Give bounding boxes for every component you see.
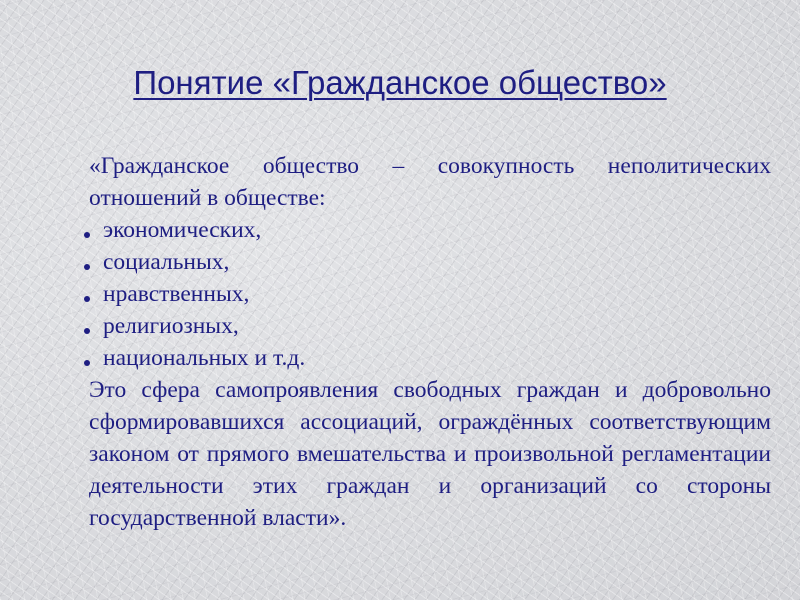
bullet-icon [84, 328, 90, 334]
bullet-label: национальных и т.д. [103, 345, 306, 371]
bullet-icon [84, 232, 90, 238]
bullet-list [89, 214, 771, 374]
bullet-item-moral [89, 278, 771, 310]
bullet-label: нравственных, [103, 281, 250, 307]
bullet-icon [84, 360, 90, 366]
bullet-label: экономических, [103, 217, 262, 243]
slide-body [89, 150, 771, 534]
bullet-item-social [89, 246, 771, 278]
bullet-icon [84, 296, 90, 302]
bullet-label: религиозных, [103, 313, 239, 339]
bullet-item-religious [89, 310, 771, 342]
conclusion-paragraph: Это сфера самопроявления свободных граждан и добровольно сформировавшихся ассоциаций, ограждённых соответствующим законом от прямого вмешательства и произвольной регламентации деятельности этих граждан и организаций со стороны государственной власти». [89, 377, 771, 531]
intro-paragraph: «Гражданское общество – совокупность неполитических отношений в обществе: [89, 153, 771, 211]
bullet-icon [84, 264, 90, 270]
bullet-label: социальных, [103, 249, 230, 275]
slide-title: Понятие «Гражданское общество» [133, 64, 667, 101]
bullet-item-national [89, 342, 771, 374]
bullet-item-economic [89, 214, 771, 246]
